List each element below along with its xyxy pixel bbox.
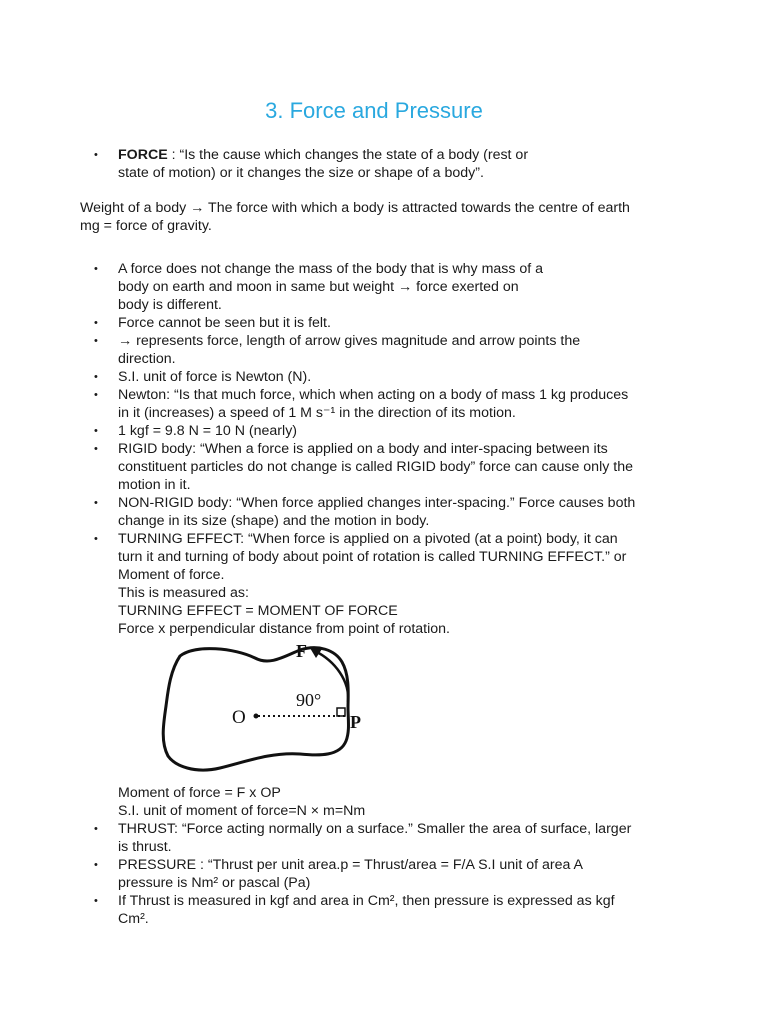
- list-item-line: motion in it.: [118, 477, 191, 493]
- list-item-line: is thrust.: [118, 839, 172, 855]
- list-item-line: TURNING EFFECT: “When force is applied on a pivoted (at a point) body, it can: [118, 531, 618, 547]
- list-item-line: S.I. unit of force is Newton (N).: [118, 369, 312, 385]
- weight-line-1: Weight of a body → The force with which a body is attracted towards the centre of earth: [80, 200, 630, 216]
- moment-paragraph: [0, 784, 768, 820]
- list-item-line: NON-RIGID body: “When force applied changes inter-spacing.” Force causes both: [118, 495, 636, 511]
- list-item-line: Moment of force.: [118, 567, 225, 583]
- weight-paragraph: [0, 199, 768, 235]
- force-label: FORCE: [118, 147, 168, 163]
- list-item-line: direction.: [118, 351, 176, 367]
- label-f: F: [296, 641, 307, 661]
- list-item: [0, 422, 768, 440]
- moment-line-1: Moment of force = F x OP: [118, 785, 281, 801]
- list-item: [0, 820, 768, 856]
- bullet-list-1: [0, 260, 768, 638]
- list-item-line: constituent particles do not change is called RIGID body” force can cause only the: [118, 459, 633, 475]
- list-item: [0, 146, 768, 182]
- list-item-line: RIGID body: “When a force is applied on a body and inter-spacing between its: [118, 441, 608, 457]
- bullet-list-2: [0, 820, 768, 928]
- label-o: O: [232, 707, 246, 728]
- list-item-line: body on earth and moon in same but weight → force exerted on: [118, 279, 519, 295]
- list-item-line: body is different.: [118, 297, 222, 313]
- list-item-line: THRUST: “Force acting normally on a surface.” Smaller the area of surface, larger: [118, 821, 632, 837]
- label-p: P: [350, 712, 361, 732]
- list-item: [0, 440, 768, 494]
- force-definition: [0, 146, 768, 182]
- force-def-line2: state of motion) or it changes the size or shape of a body”.: [118, 165, 484, 181]
- page-title: 3. Force and Pressure: [265, 98, 483, 123]
- list-item-line: → represents force, length of arrow gives magnitude and arrow points the: [118, 333, 581, 349]
- list-item: [0, 386, 768, 422]
- list-item: [0, 530, 768, 638]
- list-item: [0, 260, 768, 314]
- list-item-line: change in its size (shape) and the motion in body.: [118, 513, 430, 529]
- label-angle: 90°: [296, 690, 322, 710]
- list-item-line: 1 kgf = 9.8 N = 10 N (nearly): [118, 423, 298, 439]
- list-item-line: A force does not change the mass of the body that is why mass of a: [118, 261, 544, 277]
- list-item: [0, 314, 768, 332]
- list-item-line: TURNING EFFECT = MOMENT OF FORCE: [118, 603, 398, 619]
- list-item-line: This is measured as:: [118, 585, 249, 601]
- pivot-point: [254, 714, 259, 719]
- list-item: [0, 332, 768, 368]
- list-item-line: PRESSURE : “Thrust per unit area.p = Thrust/area = F/A S.I unit of area A: [118, 857, 583, 873]
- list-item-line: Force cannot be seen but it is felt.: [118, 315, 331, 331]
- list-item-line: pressure is Nm² or pascal (Pa): [118, 875, 311, 891]
- weight-line-2: mg = force of gravity.: [80, 218, 212, 234]
- list-item-line: Cm².: [118, 911, 149, 927]
- moment-line-2: S.I. unit of moment of force=N × m=Nm: [118, 803, 366, 819]
- list-item-line: Newton: “Is that much force, which when acting on a body of mass 1 kg produces: [118, 387, 629, 403]
- list-item-line: Force x perpendicular distance from point of rotation.: [118, 621, 450, 637]
- list-item: [0, 892, 768, 928]
- list-item-line: in it (increases) a speed of 1 M s⁻¹ in the direction of its motion.: [118, 405, 516, 421]
- list-item: [0, 856, 768, 892]
- right-angle-mark: [337, 708, 345, 716]
- moment-of-force-diagram: [150, 636, 365, 786]
- list-item: [0, 494, 768, 530]
- list-item: [0, 368, 768, 386]
- force-def-line1: : “Is the cause which changes the state of a body (rest or: [167, 147, 529, 163]
- list-item-line: If Thrust is measured in kgf and area in Cm², then pressure is expressed as kgf: [118, 893, 615, 909]
- list-item-line: turn it and turning of body about point of rotation is called TURNING EFFECT.” or: [118, 549, 627, 565]
